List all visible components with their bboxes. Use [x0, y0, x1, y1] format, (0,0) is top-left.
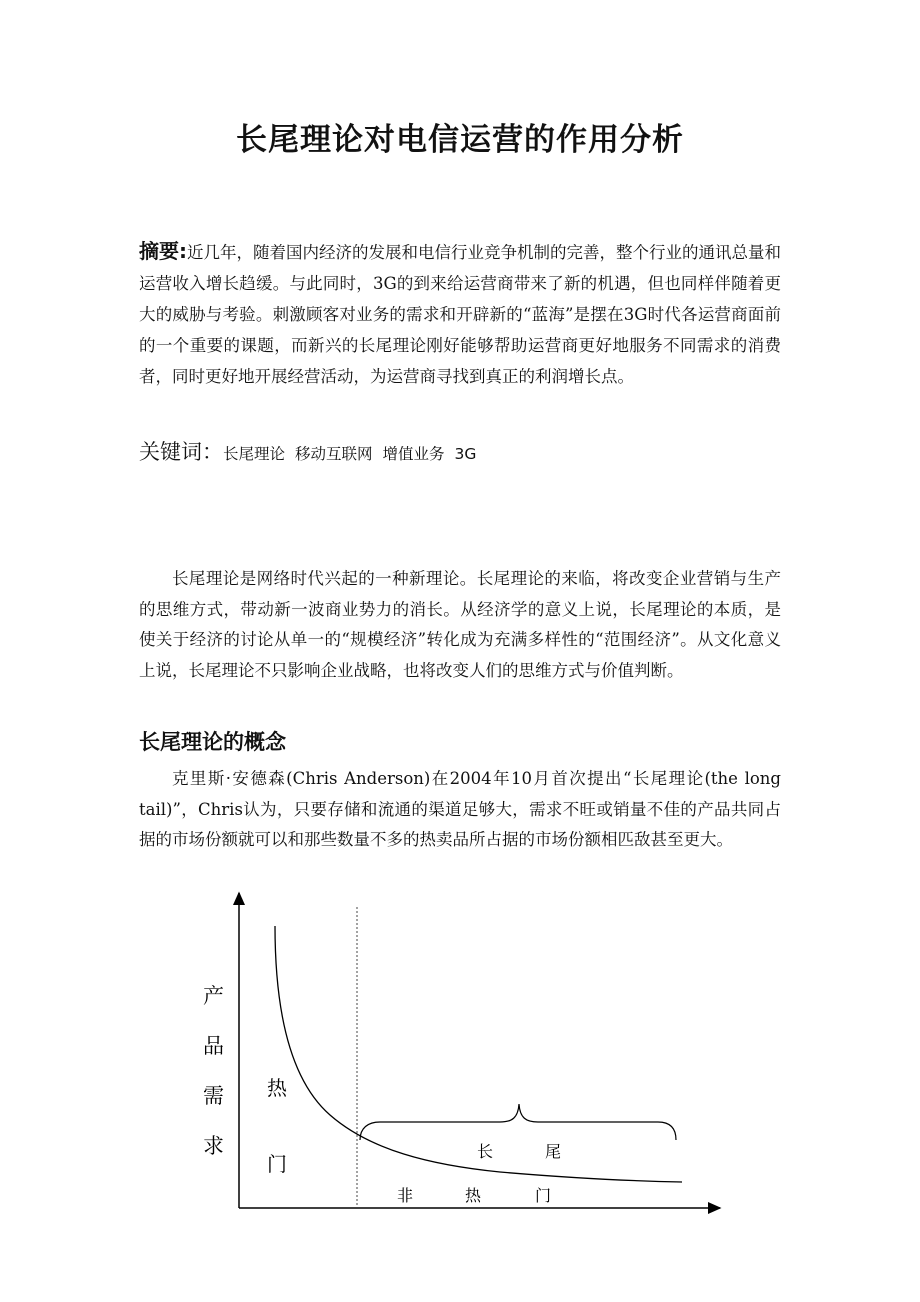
abstract-label: 摘要: [139, 239, 187, 263]
y-axis-label-char: 需 [203, 1084, 224, 1108]
keyword-item: 长尾理论 [223, 445, 286, 463]
y-axis-label-char: 产 [203, 984, 224, 1008]
page-title: 长尾理论对电信运营的作用分析 [236, 122, 684, 158]
non-hot-label-char: 热 [465, 1186, 482, 1205]
non-hot-label-char: 非 [397, 1186, 414, 1205]
keyword-item: 3G [454, 445, 477, 463]
abstract [139, 236, 781, 392]
tail-label-char: 长 [477, 1142, 494, 1161]
keywords-label: 关键词： [139, 440, 223, 464]
head-label-char: 门 [267, 1152, 287, 1176]
keyword-item: 移动互联网 [295, 445, 373, 463]
concept-paragraph: 克里斯·安德森(Chris Anderson)在2004年10月首次提出“长尾理论(the long tail)”，Chris认为，只要存储和流通的渠道足够大，需求不旺或销量不佳的产品共同占据的市场份额就可以和那些数量不多的热卖品所占据的市场份额相匹敌甚至更大。 [139, 769, 781, 849]
section-heading: 长尾理论的概念 [139, 730, 286, 754]
non-hot-label-char: 门 [535, 1186, 552, 1205]
long-tail-brace [360, 1104, 676, 1140]
head-label-char: 热 [267, 1076, 287, 1100]
keywords [139, 436, 486, 466]
intro-paragraph: 长尾理论是网络时代兴起的一种新理论。长尾理论的来临，将改变企业营销与生产的思维方式，带动新一波商业势力的消长。从经济学的意义上说，长尾理论的本质，是使关于经济的讨论从单一的“规模经济”转化成为充满多样性的“范围经济”。从文化意义上说，长尾理论不只影响企业战略，也将改变人们的思维方式与价值判断。 [139, 569, 781, 680]
keyword-item: 增值业务 [382, 445, 445, 463]
abstract-text: 近几年，随着国内经济的发展和电信行业竞争机制的完善，整个行业的通讯总量和运营收入增长趋缓。与此同时，3G的到来给运营商带来了新的机遇，但也同样伴随着更大的威胁与考验。刺激顾客对业务的需求和开辟新的“蓝海”是摆在3G时代各运营商面前的一个重要的课题，而新兴的长尾理论刚好能够帮助运营商更好地服务不同需求的消费者，同时更好地开展经营活动，为运营商寻找到真正的利润增长点。 [139, 243, 781, 386]
long-tail-figure [0, 880, 920, 1220]
y-axis-label-char: 品 [203, 1034, 224, 1058]
tail-label-char: 尾 [545, 1142, 562, 1161]
y-axis-label-char: 求 [203, 1134, 224, 1158]
